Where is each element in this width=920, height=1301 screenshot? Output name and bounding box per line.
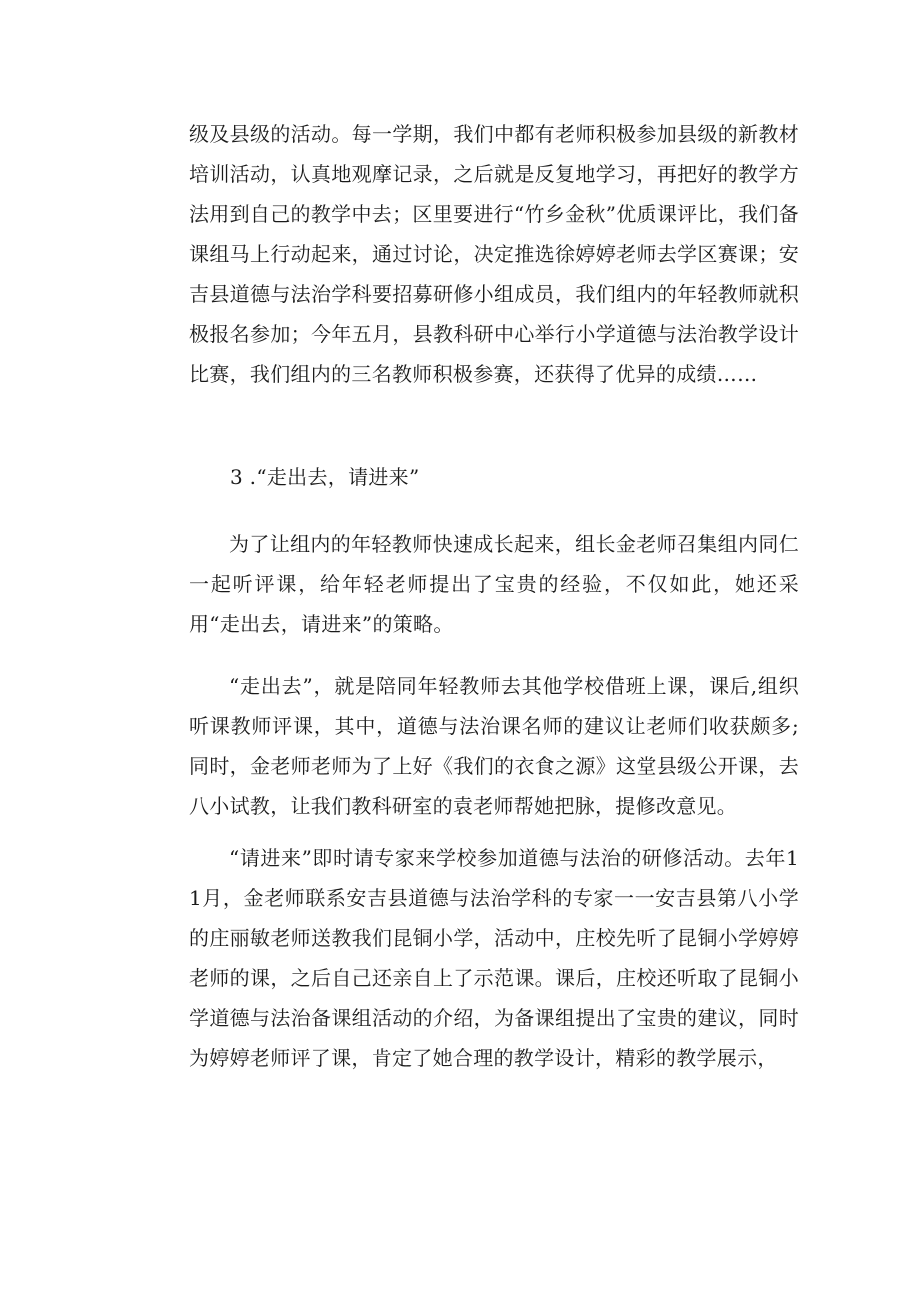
- body-paragraph-go-out: “走出去”，就是陪同年轻教师去其他学校借班上课，课后,组织听课教师评课，其中，道德与法治课名师的建议让老师们收获颇多;同时，金老师老师为了上好《我们的衣食之源》这堂县级公开课，去八小试教，让我们教科研室的袁老师帮她把脉，提修改意见。: [189, 674, 799, 818]
- section-heading: 3 .“走出去，请进来”: [230, 465, 420, 489]
- body-paragraph-intro: 为了让组内的年轻教师快速成长起来，组长金老师召集组内同仁一起听评课，给年轻老师提出了宝贵的经验，不仅如此，她还采用“走出去，请进来”的策略。: [189, 532, 799, 636]
- body-paragraph-invite-in: “请进来”即时请专家来学校参加道德与法治的研修活动。去年11月，金老师联系安吉县道德与法治学科的专家一一安吉县第八小学的庄丽敏老师送教我们昆铜小学，活动中，庄校先听了昆铜小学婷婷老师的课，之后自己还亲自上了示范课。课后，庄校还听取了昆铜小学道德与法治备课组活动的介绍，为备课组提出了宝贵的建议，同时为婷婷老师评了课，肯定了她合理的教学设计，精彩的教学展示，: [189, 846, 799, 1070]
- body-paragraph-activities: 级及县级的活动。每一学期，我们中都有老师积极参加县级的新教材培训活动，认真地观摩记录，之后就是反复地学习，再把好的教学方法用到自己的教学中去；区里要进行“竹乡金秋”优质课评比，我们备课组马上行动起来，通过讨论，决定推选徐婷婷老师去学区赛课；安吉县道德与法治学科要招募研修小组成员，我们组内的年轻教师就积极报名参加；今年五月，县教科研中心举行小学道德与法治教学设计比赛，我们组内的三名教师积极参赛，还获得了优异的成绩……: [189, 122, 799, 386]
